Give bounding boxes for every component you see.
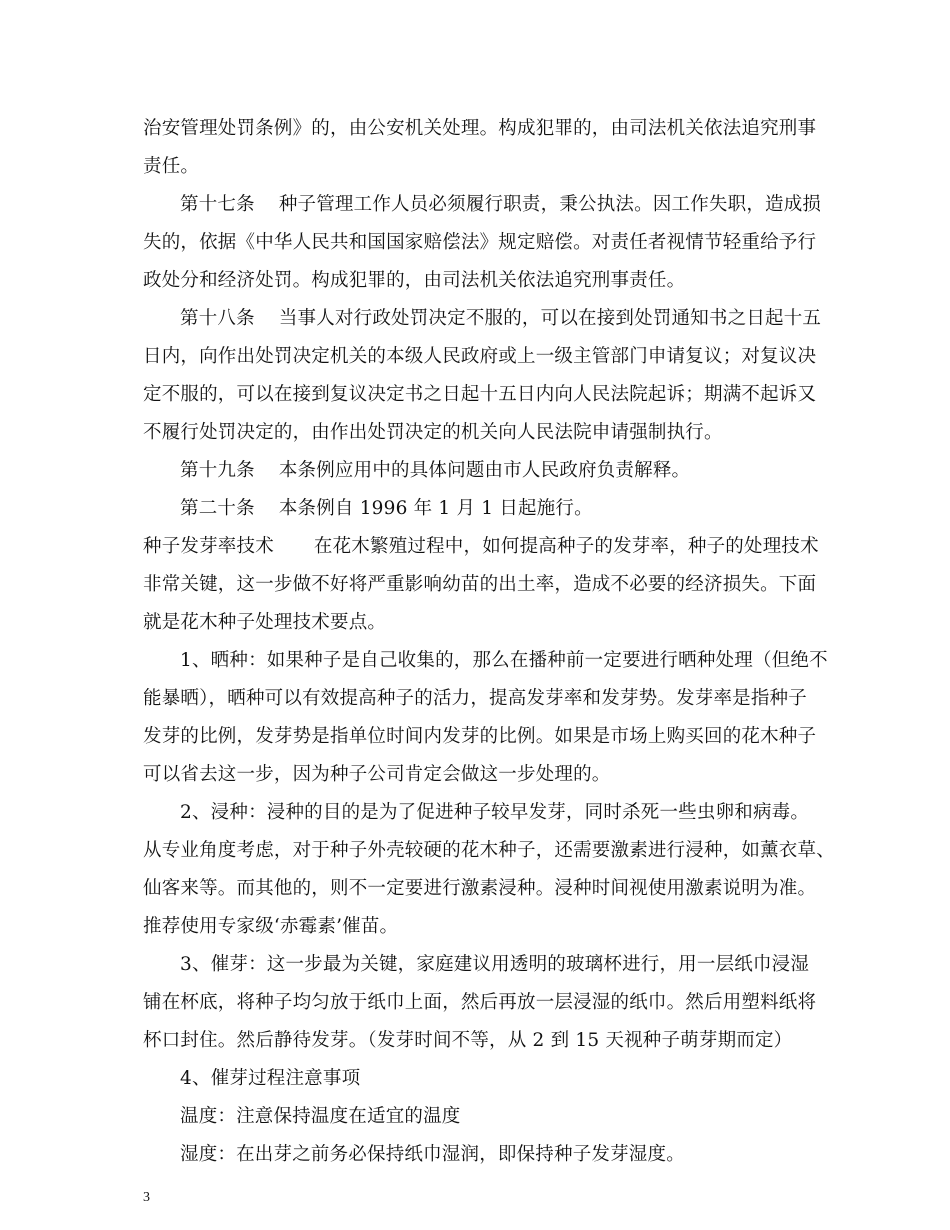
text-line: 4、催芽过程注意事项 [180,1068,361,1089]
article-label: 第十七条 [180,194,255,215]
text-line: 湿度：在出芽之前务必保持纸巾湿润，即保持种子发芽湿度。 [180,1144,685,1165]
article-text: 种子管理工作人员必须履行职责，秉公执法。因工作失职，造成损 [278,194,822,215]
text-line: 不履行处罚决定的，由作出处罚决定的机关向人民法院申请强制执行。 [143,422,723,443]
text-line: 能暴晒），晒种可以有效提高种子的活力，提高发芽率和发芽势。发芽率是指种子 [143,688,807,709]
text-line: 政处分和经济处罚。构成犯罪的，由司法机关依法追究刑事责任。 [143,270,686,291]
text-line: 日内，向作出处罚决定机关的本级人民政府或上一级主管部门申请复议；对复议决 [143,346,817,367]
section-first-line [143,535,819,559]
article-text: 本条例应用中的具体问题由市人民政府负责解释。 [278,460,691,481]
article-18-line [180,307,821,331]
article-label: 第十八条 [180,308,255,329]
text-line: 杯口封住。然后静待发芽。（发芽时间不等，从 2 到 15 天视种子萌芽期而定） [143,1030,793,1051]
text-line: 仙客来等。而其他的，则不一定要进行激素浸种。浸种时间视使用激素说明为准。 [143,878,817,899]
text-line: 2、浸种：浸种的目的是为了促进种子较早发芽，同时杀死一些虫卵和病毒。 [180,802,810,823]
article-19-line [180,459,690,483]
section-title: 种子发芽率技术 [143,536,274,557]
text-line: 温度：注意保持温度在适宜的温度 [180,1106,461,1127]
text-line: 1、晒种：如果种子是自己收集的，那么在播种前一定要进行晒种处理（但绝不 [180,650,828,671]
text-line: 推荐使用专家级‘赤霉素’催苗。 [143,916,399,937]
page-number: 3 [143,1190,150,1205]
text-line: 从专业角度考虑，对于种子外壳较硬的花木种子，还需要激素进行浸种，如薰衣草、 [143,840,835,861]
text-line: 失的，依据《中华人民共和国国家赔偿法》规定赔偿。对责任者视情节轻重给予行 [143,232,817,253]
text-line: 非常关键，这一步做不好将严重影响幼苗的出土率，造成不必要的经济损失。下面 [143,574,817,595]
article-text: 本条例自 1996 年 1 月 1 日起施行。 [278,498,593,519]
text-line: 可以省去这一步，因为种子公司肯定会做这一步处理的。 [143,764,611,785]
article-20-line [180,497,593,521]
text-line: 责任。 [143,156,200,177]
section-text: 在花木繁殖过程中，如何提高种子的发芽率，种子的处理技术 [313,536,819,557]
text-line: 3、催芽：这一步最为关键，家庭建议用透明的玻璃杯进行，用一层纸巾浸湿 [180,954,810,975]
article-label: 第十九条 [180,460,255,481]
article-17-line [180,193,821,217]
article-text: 当事人对行政处罚决定不服的，可以在接到处罚通知书之日起十五 [278,308,822,329]
text-line: 发芽的比例，发芽势是指单位时间内发芽的比例。如果是市场上购买回的花木种子 [143,726,817,747]
text-line: 就是花木种子处理技术要点。 [143,612,387,633]
text-line: 治安管理处罚条例》的，由公安机关处理。构成犯罪的，由司法机关依法追究刑事 [143,118,817,139]
text-line: 定不服的，可以在接到复议决定书之日起十五日内向人民法院起诉；期满不起诉又 [143,384,817,405]
text-line: 铺在杯底，将种子均匀放于纸巾上面，然后再放一层浸湿的纸巾。然后用塑料纸将 [143,992,817,1013]
article-label: 第二十条 [180,498,255,519]
